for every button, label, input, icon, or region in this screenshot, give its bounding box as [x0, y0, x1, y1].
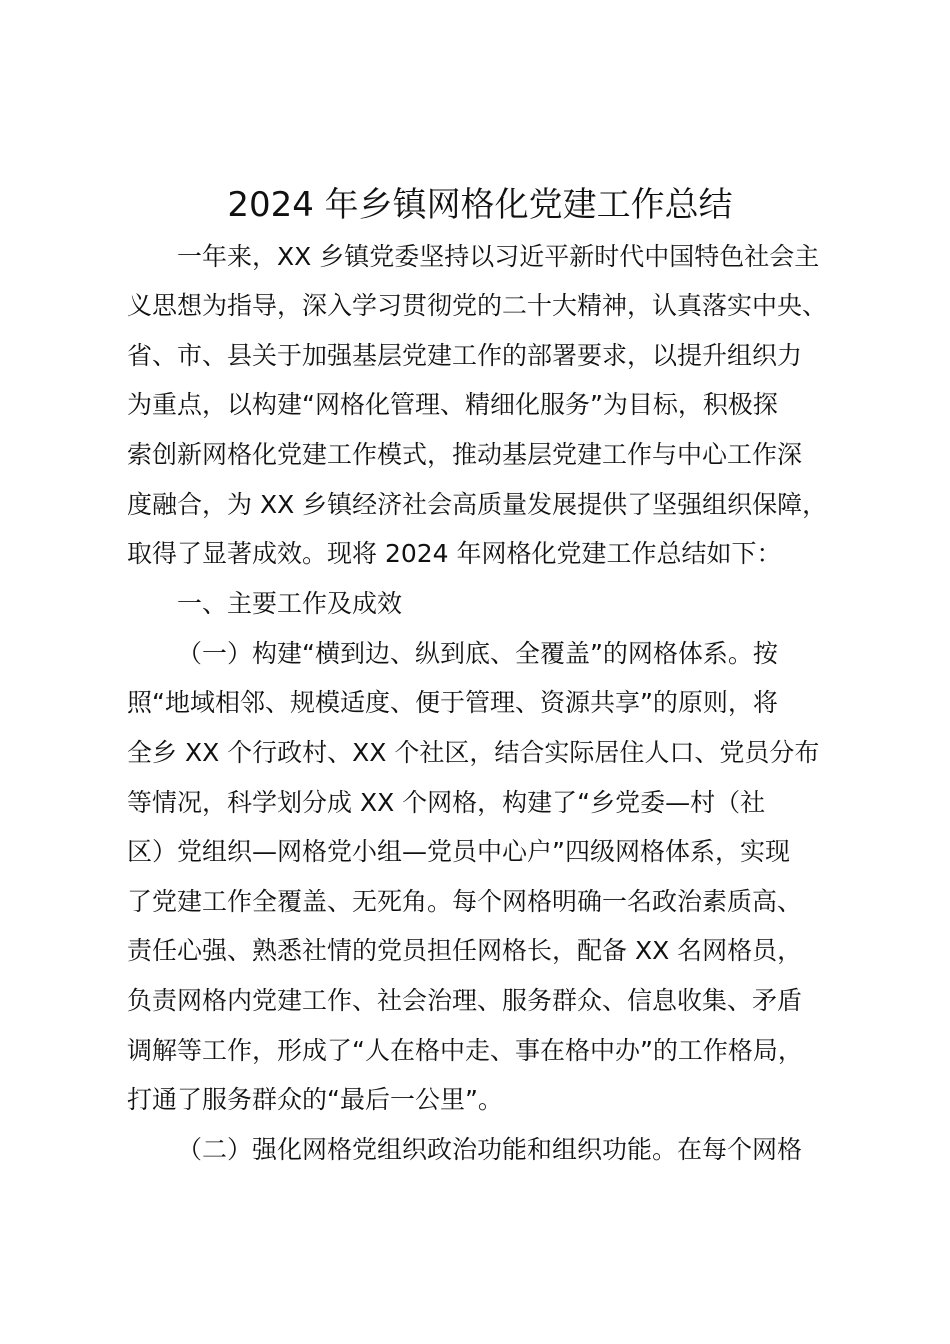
paragraph-3-line: （二）强化网格党组织政治功能和组织功能。在每个网格 — [177, 1135, 803, 1164]
paragraph-1-line: 取得了显著成效。现将 2024 年网格化党建工作总结如下： — [127, 539, 782, 568]
paragraph-1-line: 为重点，以构建“网格化管理、精细化服务”为目标，积极探 — [127, 390, 778, 419]
paragraph-1-line: 义思想为指导，深入学习贯彻党的二十大精神，认真落实中央、 — [127, 291, 828, 320]
paragraph-2-line: 打通了服务群众的“最后一公里”。 — [127, 1085, 503, 1114]
paragraph-2-line: 区）党组织—网格党小组—党员中心户”四级网格体系，实现 — [127, 837, 790, 866]
paragraph-1-line: 索创新网格化党建工作模式，推动基层党建工作与中心工作深 — [127, 440, 803, 469]
section-heading: 一、主要工作及成效 — [177, 589, 403, 618]
paragraph-2-line: 调解等工作，形成了“人在格中走、事在格中办”的工作格局， — [127, 1036, 803, 1065]
paragraph-1-line: 省、市、县关于加强基层党建工作的部署要求，以提升组织力 — [127, 341, 803, 370]
paragraph-2-line: 了党建工作全覆盖、无死角。每个网格明确一名政治素质高、 — [127, 887, 803, 916]
paragraph-2-line: 全乡 XX 个行政村、XX 个社区，结合实际居住人口、党员分布 — [127, 738, 820, 767]
document-title: 2024 年乡镇网格化党建工作总结 — [227, 185, 733, 225]
paragraph-1-line: 一年来，XX 乡镇党委坚持以习近平新时代中国特色社会主 — [177, 242, 820, 271]
paragraph-2-line: 照“地域相邻、规模适度、便于管理、资源共享”的原则，将 — [127, 688, 778, 717]
paragraph-2-line: 负责网格内党建工作、社会治理、服务群众、信息收集、矛盾 — [127, 986, 803, 1015]
paragraph-2-line: （一）构建“横到边、纵到底、全覆盖”的网格体系。按 — [177, 639, 778, 668]
paragraph-2-line: 等情况，科学划分成 XX 个网格，构建了“乡党委—村（社 — [127, 788, 766, 817]
paragraph-2-line: 责任心强、熟悉社情的党员担任网格长，配备 XX 名网格员， — [127, 936, 803, 965]
paragraph-1-line: 度融合，为 XX 乡镇经济社会高质量发展提供了坚强组织保障， — [127, 490, 828, 519]
